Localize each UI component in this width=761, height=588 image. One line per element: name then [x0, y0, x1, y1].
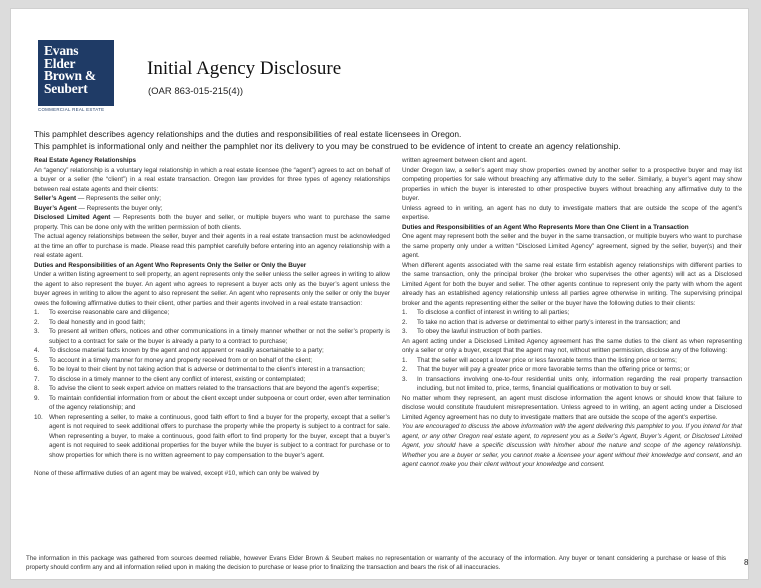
disclosure-list — [402, 356, 742, 394]
term: Buyer’s Agent — [34, 204, 77, 212]
list-text: To account in a timely manner for money and property received from or on behalf of the client; — [49, 356, 313, 364]
list-text: That the seller will accept a lower price or less favorable terms than the listing price or terms; — [417, 356, 677, 364]
list-number: 9. — [34, 394, 40, 402]
logo-line: Brown & — [44, 68, 96, 83]
list-number: 3. — [402, 328, 408, 335]
list-text: When representing a seller, to make a continuous, good faith effort to find a buyer for the property, except that a seller’s agent is not required to seek additional offers to purchase the property while the property is subject to a contract for sale. When representing a buyer, to make a continuous, good faith effort to find property for the buyer, except that a buyer’s agent is not required to seek additional properties for the buyer while the buyer is subject to a contract for purchase or to show properties for which there is no written agreement to pay compensation to the buyer’s agent. — [49, 413, 390, 459]
definition-disclosed — [34, 213, 390, 232]
definition-buyer — [34, 204, 390, 214]
list-number: 6. — [34, 366, 40, 373]
list-number: 3. — [34, 328, 40, 335]
list-text: To obey the lawful instruction of both parties. — [417, 328, 543, 335]
definition-seller — [34, 194, 390, 204]
list-text: To disclose in a timely manner to the client any conflict of interest, existing or contemplated; — [49, 375, 306, 383]
list-item — [34, 356, 390, 366]
list-text: To disclose a conflict of interest in writing to all parties; — [417, 309, 570, 316]
page-number: 8 — [744, 558, 749, 567]
list-number: 1. — [402, 309, 408, 316]
logo-line: Evans — [44, 43, 79, 58]
paragraph: Unless agreed to in writing, an agent has no duty to investigate matters that are outside the scope of the agent’s expertise. — [402, 204, 742, 221]
list-number: 2. — [402, 366, 408, 373]
paragraph: Under a written listing agreement to sell property, an agent represents only the seller unless the seller agrees in writing to allow the agent to also represent the buyer. An agent who agrees to represent a buyer acts only as the buyer’s agent unless the buyer agrees in writing to allow the agent to also represent the seller. An agent who represents only the seller or only the buyer owes the following affirmative duties to their client, other parties and their agents involved in a real estate transaction: — [34, 271, 390, 307]
list-item — [34, 346, 390, 356]
list-item — [34, 308, 390, 318]
list-item — [34, 375, 390, 385]
definition: — Represents the seller only; — [76, 195, 162, 202]
definition: — Represents the buyer only; — [76, 204, 163, 212]
list-item — [34, 413, 390, 461]
list-number: 2. — [34, 318, 40, 326]
section-heading: Duties and Responsibilities of an Agent Who Represents Only the Seller or Only the Buyer — [34, 261, 307, 269]
conflict-duties-list — [402, 308, 742, 337]
list-item — [402, 327, 742, 337]
list-item — [34, 365, 390, 375]
list-text: To take no action that is adverse or detrimental to either party’s interest in the transaction; and — [417, 318, 681, 326]
list-text: To maintain confidential information from or about the client except under subpoena or court order, even after termination of the agency relationship; and — [49, 394, 390, 411]
intro-section — [34, 128, 744, 152]
paragraph: Under Oregon law, a seller’s agent may show properties owned by another seller to a prospective buyer and may list competing properties for sale without breaching any affirmative duty to the seller. Similarly, a buyer’s agent may show properties in which the buyer is interested to other prospective buyers without breaching any affirmative duty to the buyer. — [402, 166, 742, 202]
term: Disclosed Limited Agent — [34, 214, 111, 221]
term: Seller’s Agent — [34, 195, 77, 202]
list-text: To be loyal to their client by not taking action that is adverse or detrimental to the client’s interest in a transaction; — [49, 366, 365, 373]
paragraph-italic: You are encouraged to discuss the above information with the agent delivering this pamphlet to you. If you intend for that agent, or any other Oregon real estate agent, to represent you as a Seller’s Agent, Buyer’s Agent, or Disclosed Limited Agent, you should have a specific discussion with him/her about the nature and scope of the agency relationship. Whether you are a buyer or seller, you cannot make a licensee your agent without their knowledge and consent, and an agent cannot make you their client without your knowledge and consent. — [402, 423, 742, 468]
document-page — [10, 8, 749, 580]
paragraph: written agreement between client and agent. — [402, 157, 527, 164]
list-number: 5. — [34, 356, 40, 364]
list-text: To exercise reasonable care and diligence; — [49, 309, 170, 316]
duties-list — [34, 308, 390, 460]
list-item — [402, 365, 742, 375]
list-item — [402, 375, 742, 394]
list-text: To disclose material facts known by the agent and not apparent or readily ascertainable to a party; — [49, 347, 324, 354]
page-subtitle: (OAR 863-015-215(4)) — [148, 86, 244, 97]
paragraph: None of these affirmative duties of an agent may be waived, except #10, which can only be waived by — [34, 470, 320, 477]
list-number: 1. — [34, 309, 40, 316]
paragraph: The actual agency relationships between the seller, buyer and their agents in a real estate transaction must be acknowledged at the time an offer to purchase is made. Please read this pamphlet carefully before entering into an agency relationship with a real estate agent. — [34, 233, 390, 259]
list-item — [402, 318, 742, 328]
paragraph: An “agency” relationship is a voluntary legal relationship in which a real estate licensee (the “agent”) agrees to act on behalf of a buyer or a seller (the “client”) in a real estate transaction. Oregon law provides for three types of agency relationships between real estate agents and their clients: — [34, 166, 390, 193]
list-item — [34, 318, 390, 328]
list-number: 1. — [402, 356, 408, 364]
list-item — [34, 327, 390, 346]
footer-disclaimer: The information in this package was gathered from sources deemed reliable, however Evans Elder Brown & Seubert makes no representation or warranty of the accuracy of the information. Any buyer or tenant considering a purchase or lease of this property should confirm any and all information relied upon in making the decision to purchase or lease prior to finalizing the transaction and bears the risk of all inaccuracies. — [26, 555, 726, 571]
list-text: That the buyer will pay a greater price or more favorable terms than the offering price or terms; or — [417, 366, 690, 373]
page-title: Initial Agency Disclosure — [147, 58, 342, 79]
company-logo — [38, 40, 114, 106]
list-item — [402, 356, 742, 366]
list-number: 3. — [402, 375, 408, 383]
list-text: In transactions involving one-to-four residential units only, information regarding the real property transaction including, but not limited to, price, terms, financial qualifications or motivation to buy or sell. — [417, 375, 742, 392]
list-item — [34, 394, 390, 413]
list-item — [34, 384, 390, 394]
intro-paragraph: This pamphlet is informational only and neither the pamphlet nor its delivery to you may be construed to be evidence of intent to create an agency relationship. — [34, 141, 621, 151]
logo-line: Elder — [44, 55, 76, 71]
section-heading: Real Estate Agency Relationships — [34, 157, 137, 164]
list-item — [402, 308, 742, 318]
list-number: 10. — [34, 413, 43, 421]
paragraph: No matter whom they represent, an agent must disclose information the agent knows or should know that failure to disclose would constitute fraudulent misrepresentation. Unless agreed to in writing, an agent acting under a Disclosed Limited Agency agreement has no duty to investigate matters that are outside the scope of the agent’s expertise. — [402, 394, 742, 421]
left-column — [34, 156, 390, 479]
list-text: To deal honestly and in good faith; — [49, 318, 146, 326]
list-number: 7. — [34, 375, 40, 383]
right-column — [402, 156, 742, 470]
list-text: To present all written offers, notices and other communications in a timely manner whether or not the seller’s property is subject to a contract for sale or the buyer is already a party to a contract to purchase; — [49, 328, 390, 345]
list-number: 8. — [34, 385, 40, 392]
intro-paragraph: This pamphlet describes agency relationships and the duties and responsibilities of real estate licensees in Oregon. — [34, 129, 462, 139]
logo-line: Seubert — [44, 80, 88, 96]
list-text: To advise the client to seek expert advice on matters related to the transactions that are beyond the agent’s expertise; — [49, 385, 379, 392]
definition: — Represents both the buyer and seller, or multiple buyers who want to purchase the same property. This can be done only with the written permission of both clients. — [34, 214, 390, 231]
paragraph: When different agents associated with the same real estate firm establish agency relationships with different parties to the same transaction, only the principal broker (the broker who supervises the other agents) will act as a Disclosed Limited Agent for both the buyer and seller. The other agents continue to represent only the party with whom the agent already has an established agency relationship unless all parties agree otherwise in writing. The supervising principal broker and the agents representing either the seller or the buyer have the following duties to their clients: — [402, 261, 742, 307]
section-heading: Duties and Responsibilities of an Agent Who Represents More than One Client in a Transaction — [402, 223, 689, 231]
paragraph: One agent may represent both the seller and the buyer in the same transaction, or multiple buyers who want to purchase the same property only under a written “Disclosed Limited Agency” agreement, signed by the seller, buyer(s) and their agent. — [402, 233, 742, 259]
list-number: 4. — [34, 347, 40, 354]
logo-tagline: COMMERCIAL REAL ESTATE — [38, 107, 105, 112]
paragraph: An agent acting under a Disclosed Limited Agency agreement has the same duties to the client as when representing only a seller or only a buyer, except that the agent may not, without written permission, disclose any of the following: — [402, 337, 742, 354]
list-number: 2. — [402, 318, 408, 326]
